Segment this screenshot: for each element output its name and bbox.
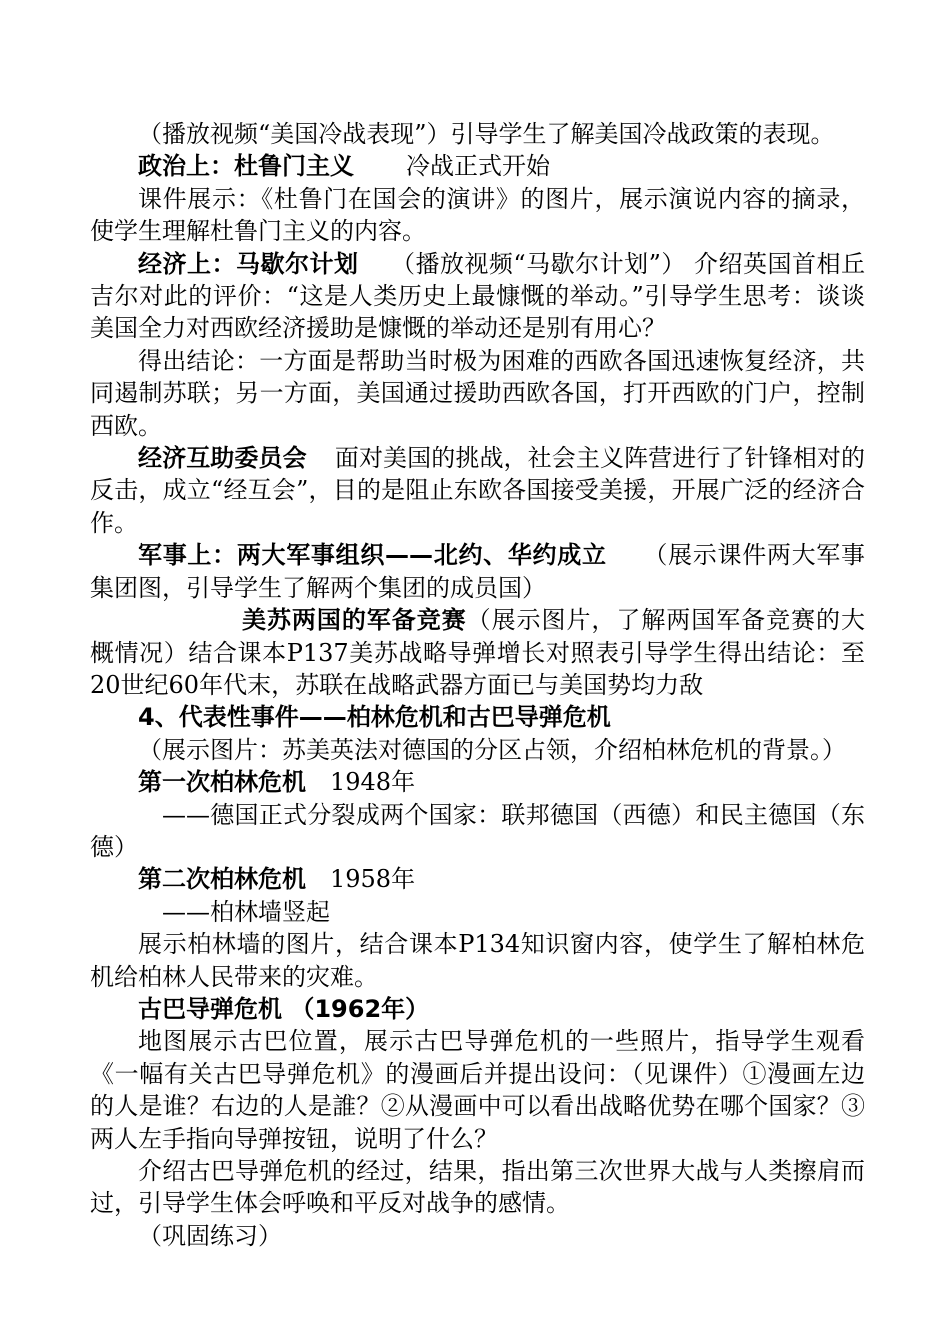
first-berlin-year: 1948年 [330,768,416,797]
paragraph-second-berlin-crisis [90,863,865,895]
marshall-text: （播放视频“马歇尔计划”） 介绍英国首相丘吉尔对此的评价：“这是人类历史上最慷慨的举动。”引导学生思考：谈谈美国全力对西欧经济援助是慷慨的举动还是别有用心？ [90,249,865,343]
arms-race-text: （展示图片，了解两国军备竞赛的大概情况）结合课本P137美苏战略导弹增长对照表引导学生得出结论：至20世纪60年代末，苏联在战略武器方面已与美国势均力敌 [90,606,865,699]
paragraph-occupation: （展示图片：苏美英法对德国的分区占领，介绍柏林危机的背景。） [138,735,846,764]
truman-note: 冷战正式开始 [406,152,550,181]
paragraph-exercise: （巩固练习） [138,1221,282,1250]
paragraph-conclusion: 得出结论：一方面是帮助当时极为困难的西欧各国迅速恢复经济，共同遏制苏联；另一方面，美国通过援助西欧各国，打开西欧的门户，控制西欧。 [90,346,865,440]
paragraph-marshall-plan [90,248,865,345]
paragraph-germany-split: ——德国正式分裂成两个国家：联邦德国（西德）和民主德国（东德） [90,800,865,861]
paragraph-truman-speech: 课件展示：《杜鲁门在国会的演讲》的图片，展示演说内容的摘录，使学生理解杜鲁门主义的内容。 [90,184,865,246]
heading-truman-doctrine: 政治上：杜鲁门主义 [138,152,354,181]
paragraph-cuba-process: 介绍古巴导弹危机的经过，结果，指出第三次世界大战与人类擦肩而过，引导学生体会呼唤和平反对战争的感情。 [90,1157,865,1218]
paragraph-comecon [90,442,865,539]
heading-military: 军事上：两大军事组织——北约、华约成立 [138,541,607,570]
paragraph-berlin-wall: ——柏林墙竖起 [162,897,330,926]
paragraph-berlin-wall-images: 展示柏林墙的图片，结合课本P134知识窗内容，使学生了解柏林危机给柏林人民带来的灾难。 [90,930,865,991]
heading-first-berlin-crisis: 第一次柏林危机 [138,768,306,797]
document-page [90,118,865,1252]
paragraph-truman-doctrine [90,150,865,182]
heading-marshall-plan: 经济上：马歇尔计划 [138,249,359,278]
second-berlin-year: 1958年 [330,865,416,894]
paragraph-military [90,539,865,604]
military-text: （展示课件两大军事集团图，引导学生了解两个集团的成员国） [90,541,866,602]
comecon-text: 面对美国的挑战，社会主义阵营进行了针锋相对的反击，成立“经互会”，目的是阻止东欧各国接受美援，开展广泛的经济合作。 [90,444,866,537]
paragraph-video-cold-war: （播放视频“美国冷战表现”）引导学生了解美国冷战政策的表现。 [138,120,835,148]
heading-arms-race: 美苏两国的军备竞赛 [242,606,467,635]
paragraph-first-berlin-crisis [90,766,865,798]
heading-second-berlin-crisis: 第二次柏林危机 [138,865,306,894]
paragraph-cuba-map: 地图展示古巴位置，展示古巴导弹危机的一些照片，指导学生观看《一幅有关古巴导弹危机》的漫画后并提出设问：（见课件）①漫画左边的人是谁？右边的人是誰？②从漫画中可以看出战略优势在哪个国家？③两人左手指向导弹按钮，说明了什么？ [90,1027,865,1153]
heading-representative-events: 4、代表性事件——柏林危机和古巴导弹危机 [138,703,611,732]
heading-comecon: 经济互助委员会 [138,444,307,473]
paragraph-arms-race [90,604,865,701]
heading-cuban-missile-crisis: 古巴导弹危机 （1962年） [138,994,430,1023]
